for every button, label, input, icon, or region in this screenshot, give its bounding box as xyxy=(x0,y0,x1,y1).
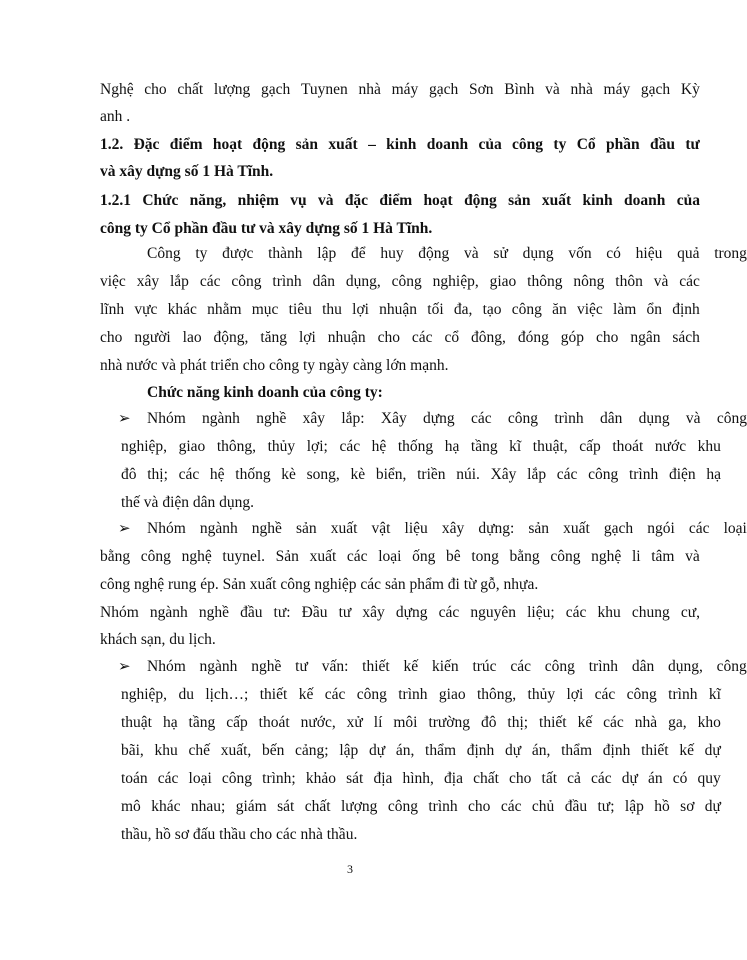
text-line: Công ty được thành lập để huy động và sử dụng vốn có hiệu quả trong xyxy=(147,245,747,262)
text-line: khách sạn, du lịch. xyxy=(100,631,216,648)
bullet-arrow-icon: ➢ xyxy=(118,659,131,675)
text-line: công nghệ rung ép. Sản xuất công nghiệp các sản phẩm đi từ gỗ, nhựa. xyxy=(100,576,539,593)
text-line: thuật hạ tầng cấp thoát nước, xử lí môi trường đô thị; thiết kế các nhà ga, kho xyxy=(121,714,721,731)
heading-line: 1.2.1 Chức năng, nhiệm vụ và đặc điểm hoạt động sản xuất kinh doanh của xyxy=(100,192,700,209)
text-line: Nhóm ngành nghề đầu tư: Đầu tư xây dựng các nguyên liệu; các khu chung cư, xyxy=(100,604,700,621)
bullet-arrow-icon: ➢ xyxy=(118,521,131,537)
heading-line: 1.2. Đặc điểm hoạt động sản xuất – kinh doanh của công ty Cổ phần đầu tư xyxy=(100,136,700,153)
text-line: toán các loại công trình; khảo sát địa hình, địa chất cho tất cả các dự án có quy xyxy=(121,770,721,787)
heading-line: công ty Cổ phần đầu tư và xây dựng số 1 Hà Tĩnh. xyxy=(100,220,433,237)
page-number: 3 xyxy=(347,862,353,876)
text-line: thầu, hồ sơ đấu thầu cho các nhà thầu. xyxy=(121,826,358,843)
text-line: nhà nước và phát triển cho công ty ngày càng lớn mạnh. xyxy=(100,357,449,374)
text-line: cho người lao động, tăng lợi nhuận cho các cổ đông, đóng góp cho ngân sách xyxy=(100,329,700,346)
text-line: nghiệp, giao thông, thủy lợi; các hệ thống hạ tầng kĩ thuật, cấp thoát nước khu xyxy=(121,438,721,455)
text-line: mô khác nhau; giám sát chất lượng công trình cho các chủ đầu tư; lập hồ sơ dự xyxy=(121,798,721,815)
heading-line: và xây dựng số 1 Hà Tĩnh. xyxy=(100,163,274,180)
text-line: Nhóm ngành nghề xây lắp: Xây dựng các công trình dân dụng và công xyxy=(147,410,747,427)
text-line: Nhóm ngành nghề tư vấn: thiết kế kiến trúc các công trình dân dụng, công xyxy=(147,658,747,675)
text-line: việc xây lắp các công trình dân dụng, công nghiệp, giao thông nông thôn và các xyxy=(100,273,700,290)
text-line: bãi, khu chế xuất, bến cảng; lập dự án, thẩm định dự án, thẩm định thiết kế dự xyxy=(121,742,721,759)
heading-line: Chức năng kinh doanh của công ty: xyxy=(147,384,383,401)
text-line: bằng công nghệ tuynel. Sản xuất các loại ống bê tong bằng công nghệ li tâm và xyxy=(100,548,700,565)
bullet-arrow-icon: ➢ xyxy=(118,411,131,427)
text-line: anh . xyxy=(100,108,131,125)
text-line: nghiệp, du lịch…; thiết kế các công trình giao thông, thủy lợi các công trình kĩ xyxy=(121,686,721,703)
text-line: đô thị; các hệ thống kè song, kè biển, triền núi. Xây lắp các công trình điện hạ xyxy=(121,466,721,483)
text-line: Nhóm ngành nghề sản xuất vật liệu xây dựng: sản xuất gạch ngói các loại xyxy=(147,520,747,537)
text-line: thế và điện dân dụng. xyxy=(121,494,255,511)
text-line: Nghệ cho chất lượng gạch Tuynen nhà máy gạch Sơn Bình và nhà máy gạch Kỳ xyxy=(100,81,700,98)
text-line: lĩnh vực khác nhằm mục tiêu thu lợi nhuận tối đa, tạo công ăn việc làm ổn định xyxy=(100,301,700,318)
